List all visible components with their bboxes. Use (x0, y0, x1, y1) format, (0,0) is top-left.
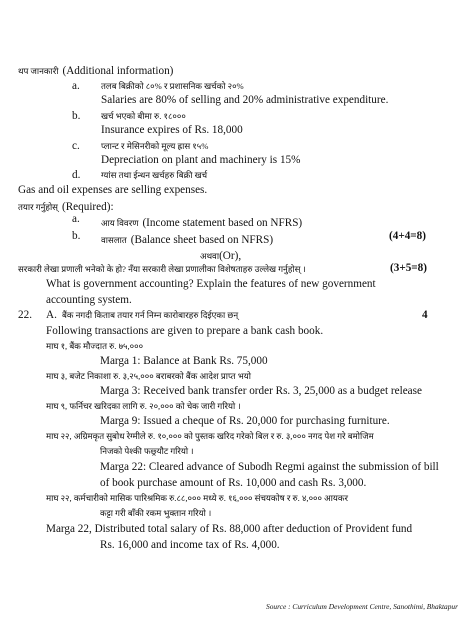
required-heading-np: तयार गर्नुहोस् (18, 202, 58, 212)
txn-2-en: Marga 3: Received bank transfer order Rs. 3, 25,000 as a budget release (100, 385, 422, 397)
item-d-np: ग्यांस तथा ईन्धन खर्चहरु बिक्री खर्च (101, 170, 208, 180)
item-a-letter: a. (72, 80, 80, 92)
q22-intro: Following transactions are given to prepare a bank cash book. (46, 325, 324, 337)
q22-part: A. (46, 309, 57, 321)
additional-info-heading-en: (Additional information) (62, 65, 174, 77)
required-b-letter: b. (72, 230, 81, 242)
item-b-np: खर्च भएको बीमा रु. १८००० (101, 111, 186, 121)
item-c-letter: c. (72, 140, 80, 152)
item-b-en: Insurance expires of Rs. 18,000 (101, 124, 243, 136)
or-separator (200, 247, 241, 263)
txn-5-np-line2: कट्टा गरी बाँकी रकम भुक्तान गरियो । (100, 508, 212, 518)
additional-info-heading (18, 62, 173, 78)
required-b (101, 231, 273, 247)
item-c-np: प्लान्ट र मेसिनरीको मूल्य ह्रास १५% (101, 141, 209, 151)
required-a (101, 214, 302, 230)
item-d-letter: d. (72, 169, 81, 181)
txn-1-en: Marga 1: Balance at Bank Rs. 75,000 (100, 355, 268, 367)
txn-5-en-line1: Marga 22, Distributed total salary of Rs. 88,000 after deduction of Provident fund (46, 523, 413, 535)
required-a-letter: a. (72, 213, 80, 225)
required-a-en: (Income statement based on NFRS) (142, 217, 303, 229)
txn-1-np: माघ १, बैंक मौज्दात रु. ७५,००० (46, 341, 144, 351)
required-a-np: आय विवरण (101, 218, 139, 228)
or-en: (Or), (219, 250, 242, 262)
required-marks: (4+4=8) (389, 230, 426, 242)
alt-question-en-line1: What is government accounting? Explain the features of new government (46, 278, 376, 290)
item-d-en: Gas and oil expenses are selling expenses. (18, 184, 208, 196)
item-a-np: तलब बिक्रीको ८०% र प्रशासनिक खर्चको २०% (101, 81, 244, 91)
alt-question-np: सरकारी लेखा प्रणाली भनेको के हो? नँया सरकारी लेखा प्रणालीका विशेषताहरु उल्लेख गर्नुहोस् । (18, 264, 306, 274)
txn-4-en-line2: of book purchase amount of Rs. 10,000 and cash Rs. 3,000. (100, 477, 367, 489)
or-np: अथवा (200, 251, 220, 261)
item-a-en: Salaries are 80% of selling and 20% administrative expenditure. (101, 94, 389, 106)
required-b-np: वासलात (101, 235, 127, 245)
item-b-letter: b. (72, 110, 81, 122)
alt-question-marks: (3+5=8) (390, 262, 427, 274)
q22-number: 22. (18, 309, 32, 321)
alt-question-en-line2: accounting system. (46, 294, 132, 306)
txn-3-np: माघ ९, फर्निचर खरिदका लागि रु. २०,००० को चेक जारी गरियो । (46, 401, 241, 411)
txn-4-np-line1: माघ २२, अग्रिमकृत सुबोध रेग्मीले रु. १०,००० को पुस्तक खरिद गरेको बिल र रु. ३,००० नगद पेश गरे बमोजिम (46, 431, 374, 441)
txn-3-en: Marga 9: Issued a cheque of Rs. 20,000 for purchasing furniture. (100, 415, 390, 427)
required-b-en: (Balance sheet based on NFRS) (130, 234, 274, 246)
txn-4-np-line2: निजको पेश्की फछ्र्यौट गरियो । (100, 446, 194, 456)
required-heading (18, 198, 114, 214)
q22-marks: 4 (422, 309, 428, 321)
source-footer: Source : Curriculum Development Centre, Sanothimi, Bhaktapur (266, 602, 458, 611)
txn-4-en-line1: Marga 22: Cleared advance of Subodh Regmi against the submission of bill (100, 461, 439, 473)
txn-5-en-line2: Rs. 16,000 and income tax of Rs. 4,000. (100, 539, 280, 551)
required-heading-en: (Required): (61, 201, 114, 213)
q22-heading-np: बैंक नगदी किताब तयार गर्न निम्न कारोबारहरु दिईएका छन् (62, 310, 239, 320)
additional-info-heading-np: थप जानकारी (18, 66, 59, 76)
txn-5-np-line1: माघ २२, कर्मचारीको मासिक पारिश्रमिक रु.८८,००० मध्ये रु. १६,००० संचयकोष र रु. ४,००० आयकर (46, 493, 349, 503)
txn-2-np: माघ ३, बजेट निकाशा रु. ३,२५,००० बराबरको बैंक आदेश प्राप्त भयो (46, 371, 251, 381)
item-c-en: Depreciation on plant and machinery is 15% (101, 154, 301, 166)
